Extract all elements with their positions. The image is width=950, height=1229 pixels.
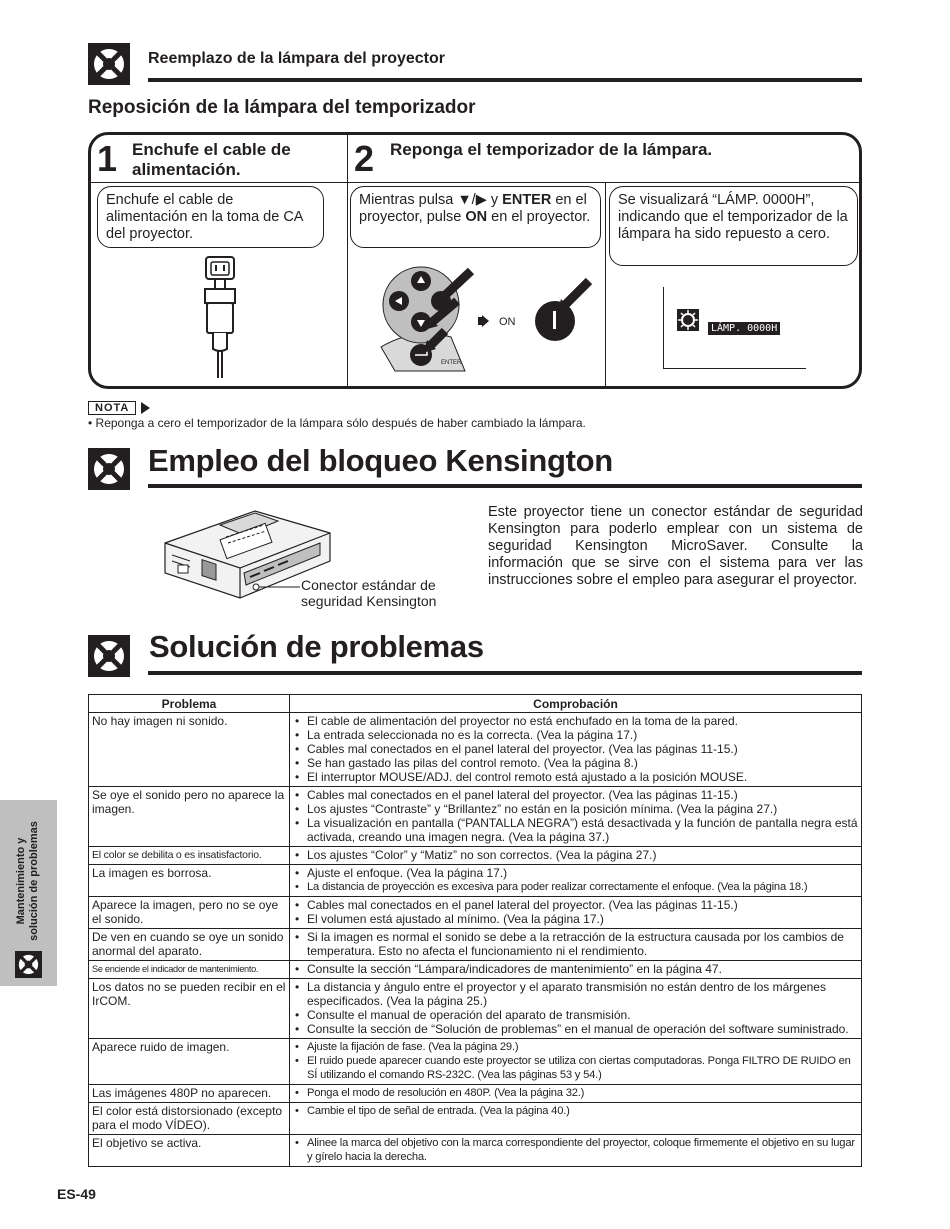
check-item: • Los ajustes “Color” y “Matiz” no son correctos. (Vea la página 27.) [293,848,858,862]
table-row [89,979,862,1039]
lamp-display-text: LÁMP. 0000H [708,322,780,335]
check-item: • Los ajustes “Contraste” y “Brillantez” no están en la posición mínima. (Vea la página 27.) [293,802,858,816]
table-row [89,1085,862,1103]
check-cell [290,865,862,897]
keypad-illustration [375,261,595,373]
table-row [89,961,862,979]
divider [91,182,859,183]
check-cell [290,979,862,1039]
header-problem: Problema [89,695,290,713]
side-tab-line1: Mantenimiento y [15,837,27,925]
check-item: • El cable de alimentación del proyector no está enchufado en la toma de la pared. [293,714,858,728]
section-icon [88,448,130,490]
step2-text-2: en el proyector, pulse [359,192,587,225]
section-icon [88,43,130,85]
step1-bubble: Enchufe el cable de alimentación en la toma de CA del proyector. [97,186,324,248]
problem-cell: Los datos no se pueden recibir en el IrCOM. [89,979,290,1039]
check-item: • Cables mal conectados en el panel lateral del proyector. (Vea las páginas 11-15.) [293,788,858,802]
troubleshooting-rule [148,671,862,675]
check-item: • Ponga el modo de resolución en 480P. (Vea la página 32.) [293,1086,858,1100]
check-cell [290,1103,862,1135]
check-cell [290,713,862,787]
check-item: • Cambie el tipo de señal de entrada. (Vea la página 40.) [293,1104,858,1118]
table-row [89,847,862,865]
check-cell [290,847,862,865]
problem-cell: Aparece ruido de imagen. [89,1039,290,1085]
problem-cell: De ven en cuando se oye un sonido anormal del aparato. [89,929,290,961]
nota-text: • Reponga a cero el temporizador de la lámpara sólo después de haber cambiado la lámpara. [88,416,586,430]
check-item: • La distancia y ángulo entre el proyector y el aparato transmisión no están dentro de los márgenes especificados. (Vea la página 25.) [293,980,858,1008]
reset-title: Reposición de la lámpara del temporizador [88,97,476,118]
check-item: • La visualización en pantalla (“PANTALLA NEGRA”) está desactivada y la función de pantalla negra está activada, creando una imagen negra. (Vea la página 37.) [293,816,858,844]
table-row [89,1039,862,1085]
section-icon [88,635,130,677]
caption-line2: seguridad Kensington [301,593,437,609]
kensington-rule [148,484,862,488]
side-tab [0,800,57,986]
result-bubble: Se visualizará “LÁMP. 0000H”, indicando que el temporizador de la lámpara ha sido repuesto a cero. [609,186,858,266]
side-tab-line2: solución de problemas [28,821,40,941]
nota-badge: NOTA [88,401,136,415]
side-tab-label [15,801,41,961]
check-cell [290,1085,862,1103]
check-item: • El ruido puede aparecer cuando este proyector se utiliza con ciertas computadoras. Ponga FILTRO DE RUIDO en SÍ utilizando el comando RS-232C. (Vea las páginas 53 y 54.) [293,1054,858,1082]
check-item: • La entrada seleccionada no es la correcta. (Vea la página 17.) [293,728,858,742]
table-header-row [89,695,862,713]
problem-cell: El objetivo se activa. [89,1135,290,1167]
step2-text-1: Mientras pulsa ▼/▶ y [359,192,503,208]
check-cell [290,929,862,961]
check-item: • Se han gastado las pilas del control remoto. (Vea la página 8.) [293,756,858,770]
check-item: • Consulte la sección “Lámpara/indicadores de mantenimiento” en la página 47. [293,962,858,976]
check-cell [290,961,862,979]
problem-cell: El color se debilita o es insatisfactorio. [89,847,290,865]
table-row [89,1103,862,1135]
troubleshooting-title: Solución de problemas [149,629,484,664]
problem-cell: Las imágenes 480P no aparecen. [89,1085,290,1103]
kensington-caption [301,577,436,609]
on-caption: ON [499,316,516,328]
troubleshooting-table [88,694,862,1167]
check-cell [290,1135,862,1167]
problem-cell: Se oye el sonido pero no aparece la imagen. [89,787,290,847]
power-plug-illustration [191,253,241,381]
step2-bubble [350,186,601,248]
section-icon [15,951,42,978]
check-item: • Consulte el manual de operación del aparato de transmisión. [293,1008,858,1022]
check-item: • Cables mal conectados en el panel lateral del proyector. (Vea las páginas 11-15.) [293,742,858,756]
table-row [89,865,862,897]
kensington-title: Empleo del bloqueo Kensington [148,443,613,478]
problem-cell: No hay imagen ni sonido. [89,713,290,787]
divider [605,182,606,386]
check-cell [290,1039,862,1085]
caption-line1: Conector estándar de [301,577,436,593]
steps-box [88,132,862,389]
step1-title [132,140,291,180]
check-item: • Ajuste la fijación de fase. (Vea la página 29.) [293,1040,858,1054]
lamp-icon [677,309,699,331]
kensington-text: Este proyector tiene un conector estándar de seguridad Kensington para poderlo emplear con un sistema de seguridad Kensington MicroSaver. Consulte la información que se sirve con el sistema para ver las instrucciones sobre el empleo para asegurar el proyector. [488,504,863,588]
problem-cell: Se enciende el indicador de mantenimiento. [89,961,290,979]
table-row [89,787,862,847]
check-item: • Consulte la sección de “Solución de problemas” en el manual de operación del software suministrado. [293,1022,858,1036]
table-row [89,929,862,961]
problem-cell: Aparece la imagen, pero no se oye el sonido. [89,897,290,929]
problem-cell: El color está distorsionado (excepto para el modo VÍDEO). [89,1103,290,1135]
check-item: • Si la imagen es normal el sonido se debe a la retracción de la estructura causada por los cambios de temperatura. Esto no afecta el funcionamiento ni el rendimiento. [293,930,858,958]
nota-arrow-icon [141,402,150,414]
divider [347,135,348,386]
check-item: • Cables mal conectados en el panel lateral del proyector. (Vea las páginas 11-15.) [293,898,858,912]
header-rule [148,78,862,82]
check-item: • Ajuste el enfoque. (Vea la página 17.) [293,866,858,880]
check-item: • El interruptor MOUSE/ADJ. del control remoto está ajustado a la posición MOUSE. [293,770,858,784]
step1-title-line1: Enchufe el cable de [132,140,291,159]
check-item: • La distancia de proyección es excesiva para poder realizar correctamente el enfoque. (Vea la página 18.) [293,880,858,894]
step2-title: Reponga el temporizador de la lámpara. [390,140,713,159]
check-item: • Alinee la marca del objetivo con la marca correspondiente del proyector, coloque firmemente el objetivo en su lugar y gírelo hacia la derecha. [293,1136,858,1164]
step1-number: 1 [97,138,118,179]
enter-key-label: ENTER [502,192,552,208]
page-number: ES-49 [57,1186,96,1202]
header-check: Comprobación [290,695,862,713]
step1-title-line2: alimentación. [132,160,241,179]
step2-text-3: en el proyector. [487,209,591,225]
on-key-label: ON [465,209,488,225]
check-cell [290,787,862,847]
table-row [89,713,862,787]
check-cell [290,897,862,929]
table-row [89,897,862,929]
enter-caption: ENTER [441,360,462,366]
step2-number: 2 [354,138,375,179]
header-title: Reemplazo de la lámpara del proyector [148,50,445,67]
problem-cell: La imagen es borrosa. [89,865,290,897]
check-item: • El volumen está ajustado al mínimo. (Vea la página 17.) [293,912,858,926]
table-row [89,1135,862,1167]
